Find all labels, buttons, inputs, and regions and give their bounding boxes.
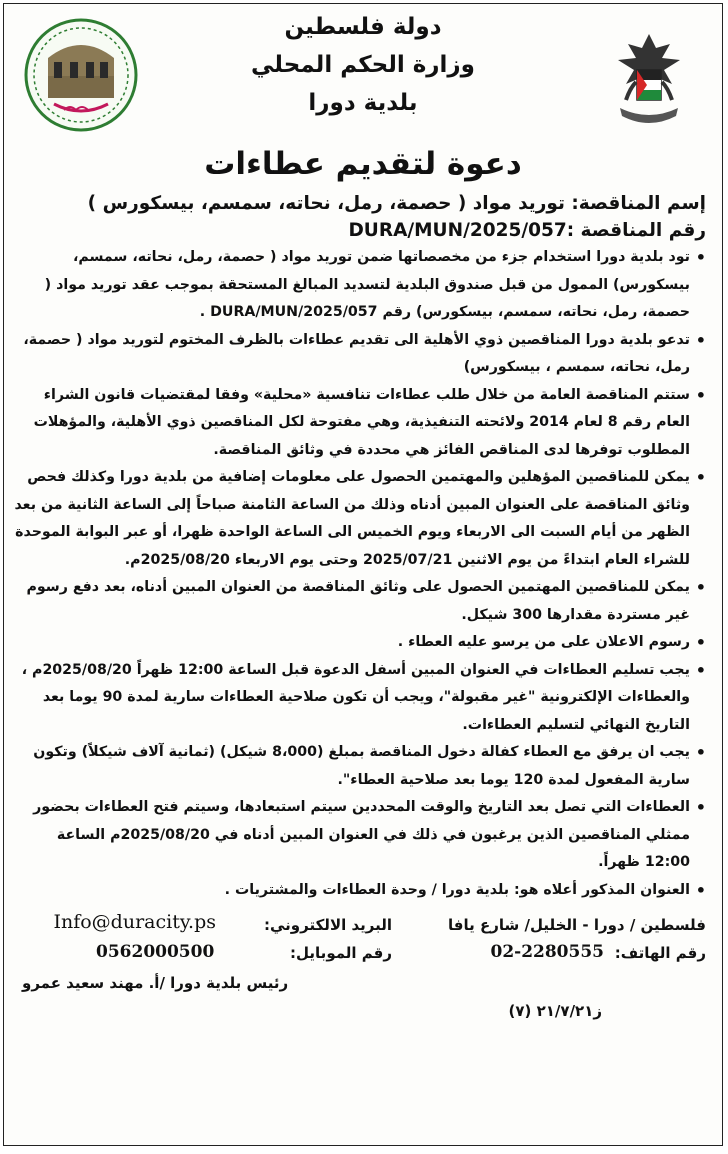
- list-item: • يجب تسليم العطاءات في العنوان المبين أسفل الدعوة قبل الساعة 12:00 ظهراً 2025/08/20م ، والعطاءات الإلكترونية "غير مقبولة"، ويجب أن تكون صلاحية العطاءات سارية لمدة 90 يوما بعد التاريخ النهائي لتسليم العطاءات.: [12, 657, 706, 740]
- state-name: دولة فلسطين: [284, 14, 442, 40]
- letterhead: [4, 4, 722, 144]
- mobile-label: رقم الموبايل:: [290, 944, 392, 962]
- signature: رئيس بلدية دورا /أ. مهند سعيد عمرو: [22, 974, 289, 992]
- email-label: البريد الالكتروني:: [264, 916, 392, 934]
- municipality-name: بلدية دورا: [308, 90, 418, 116]
- email-link[interactable]: Info@duracity.ps: [53, 911, 216, 933]
- list-item: • يمكن للمناقصين المؤهلين والمهتمين الحصول على معلومات إضافية من بلدية دورا وكذلك فحص وثائق المناقصة على العنوان المبين أدناه وذلك من الساعة الثامنة صباحاً إلى الساعة الثانية من بعد الظهر من أيام السبت الى الاربعاء ويوم الخميس الى الساعة الواحدة ظهرا، أو عبر البوابة الموحدة للشراء العام ابتداءً من يوم الاثنين 2025/07/21 وحتى يوم الاربعاء 2025/08/20م.: [12, 464, 706, 574]
- list-item: • تدعو بلدية دورا المناقصين ذوي الأهلية الى تقديم عطاءات بالظرف المختوم لتوريد مواد ( حصمة، رمل، نحاته، سمسم ، بيسكورس): [12, 327, 706, 382]
- tender-info: [4, 190, 722, 244]
- list-item: • تود بلدية دورا استخدام جزء من مخصصاتها ضمن توريد مواد ( حصمة، رمل، نحاته، سمسم، بيسكورس) الممول من قبل صندوق البلدية لتسديد المبالغ المستحقة بموجب عقد توريد مواد ( حصمة، رمل، نحاته، سمسم، بيسكورس) رقم DURA/MUN/2025/057 .: [12, 244, 706, 327]
- list-item: • رسوم الاعلان على من يرسو عليه العطاء .: [12, 629, 706, 657]
- phone-number: 02-2280555: [490, 942, 604, 962]
- dura-municipality-seal-icon: [24, 18, 138, 132]
- announcement-items: [4, 244, 722, 904]
- list-item: • العطاءات التي تصل بعد التاريخ والوقت المحددين سيتم استبعادها، وسيتم فتح العطاءات بحضور ممثلي المناقصين الذين يرغبون في ذلك في العنوان المبين أدناه في 2025/08/20م الساعة 12:00 ظهراً.: [12, 794, 706, 877]
- address: فلسطين / دورا - الخليل/ شارع يافا: [448, 916, 706, 934]
- list-item: • العنوان المذكور أعلاه هو: بلدية دورا / وحدة العطاءات والمشتريات .: [12, 877, 706, 905]
- contact-footer: [4, 908, 722, 1028]
- ministry-name: وزارة الحكم المحلي: [251, 52, 475, 78]
- list-item: • يجب ان يرفق مع العطاء كفالة دخول المناقصة بمبلغ (8،000 شيكل) (ثمانية آلاف شيكلاً) وتكون سارية المفعول لمدة 120 يوما بعد صلاحية العطاء".: [12, 739, 706, 794]
- page-title: دعوة لتقديم عطاءات: [204, 146, 522, 182]
- list-item: • ستتم المناقصة العامة من خلال طلب عطاءات تنافسية «محلية» وفقا لمقتضيات قانون الشراء العام رقم 8 لعام 2014 ولائحته التنفيذية، وهي مفتوحة لكل المناقصين ذوي الأهلية، والمؤهلات المطلوب توفرها لدى المناقص الفائز هي محددة في وثائق المناقصة.: [12, 382, 706, 465]
- tender-name: إسم المناقصة: توريد مواد ( حصمة، رمل، نحاته، سمسم، بيسكورس ): [87, 193, 706, 214]
- reference-code: ز٢١/٧/٢١ (٧): [508, 1002, 602, 1020]
- phone-label: رقم الهاتف:: [614, 944, 706, 962]
- tender-number: رقم المناقصة :DURA/MUN/2025/057: [348, 220, 706, 241]
- tender-announcement: [3, 3, 723, 1146]
- mobile-number: 0562000500: [96, 942, 215, 962]
- list-item: • يمكن للمناقصين المهتمين الحصول على وثائق المناقصة من العنوان المبين أدناه، بعد دفع رسوم غير مستردة مقدارها 300 شيكل.: [12, 574, 706, 629]
